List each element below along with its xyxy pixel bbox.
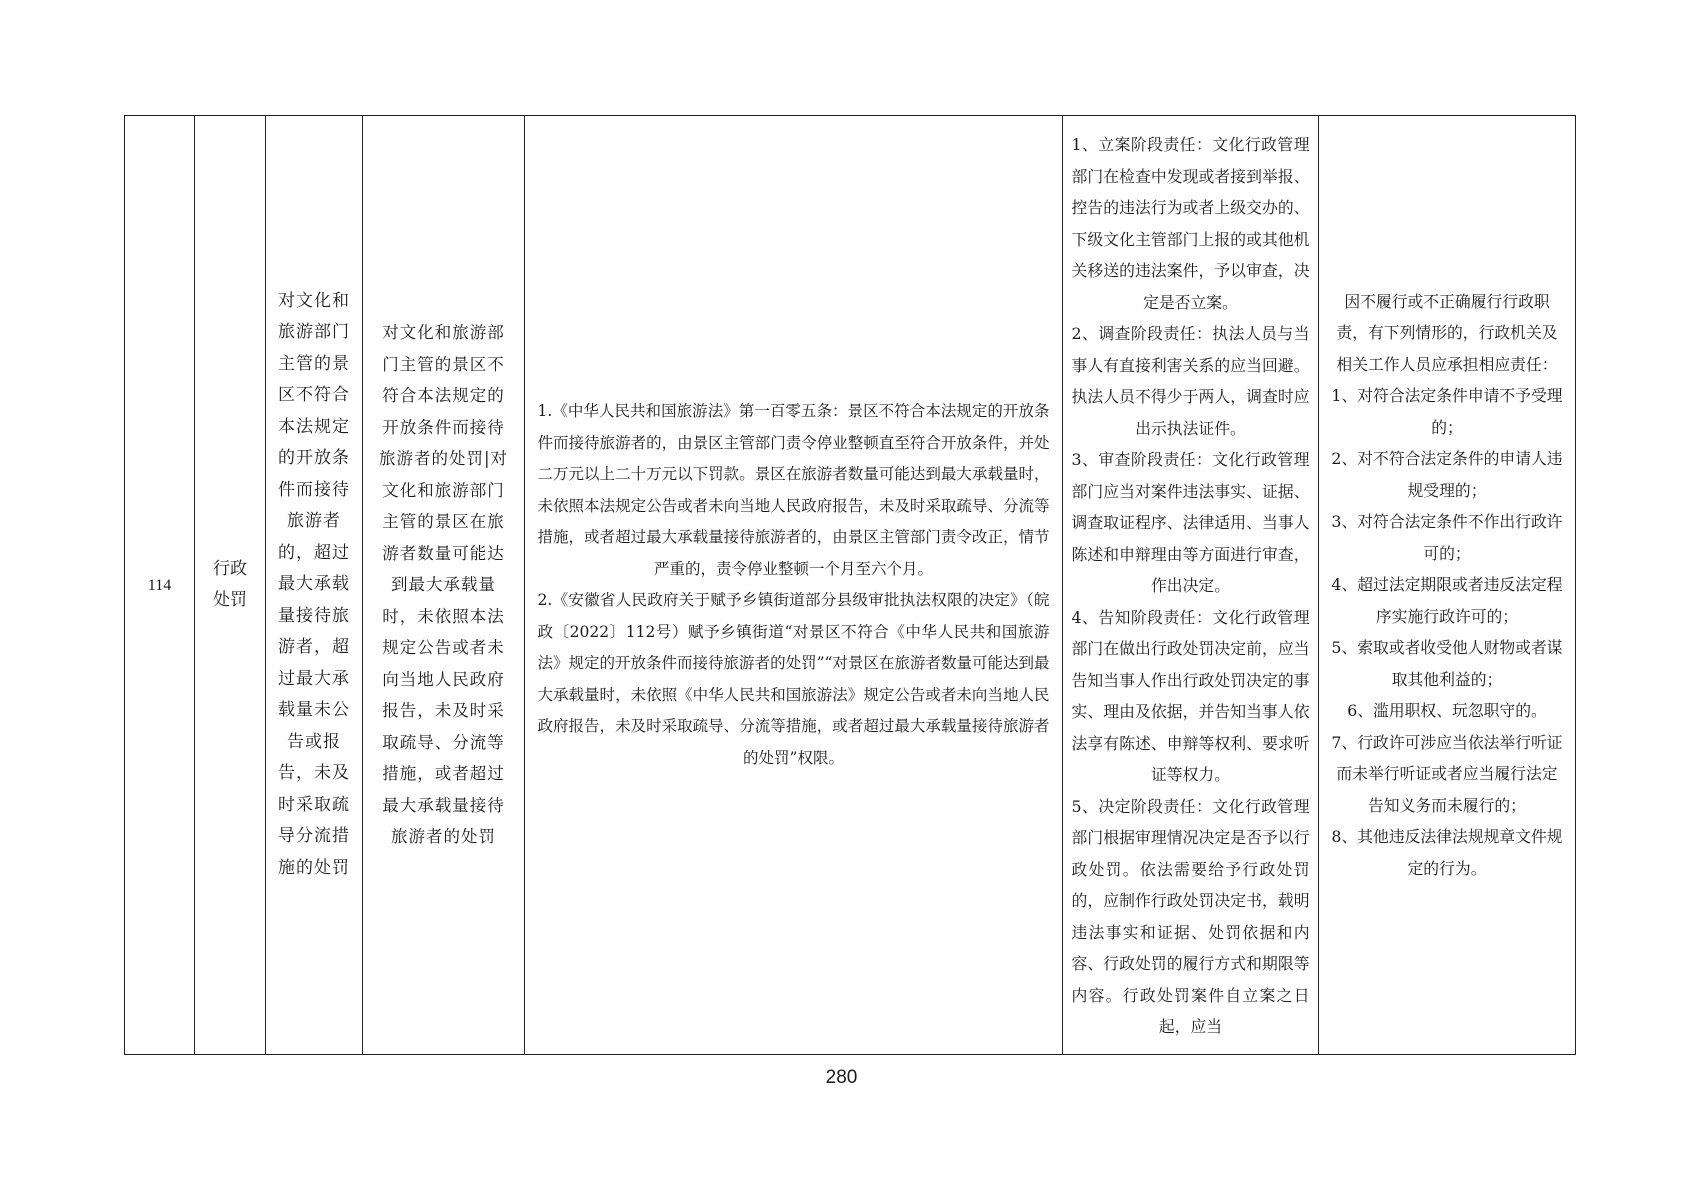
responsibility-item: 5、决定阶段责任：文化行政管理部门根据审理情况决定是否予以行政处罚。依法需要给予行政处罚的，应制作行政处罚决定书，载明违法事实和证据、处罚依据和内容、行政处罚的履行方式和期限等内容。行政处罚案件自立案之日起，应当 xyxy=(1071,796,1310,1037)
responsibility-item: 3、审查阶段责任：文化行政管理部门应当对案件违法事实、证据、调查取证程序、法律适用、当事人陈述和申辩理由等方面进行审查，作出决定。 xyxy=(1071,450,1310,596)
accountability-item: 2、对不符合法定条件的申请人违规受理的； xyxy=(1331,449,1563,500)
accountability-item: 因不履行或不正确履行行政职责，有下列情形的，行政机关及相关工作人员应承担相应责任： xyxy=(1336,291,1558,374)
row-number: 114 xyxy=(147,576,172,594)
accountability-item: 6、滥用职权、玩忽职守的。 xyxy=(1347,701,1547,721)
responsibilities-block xyxy=(1072,129,1310,1043)
cell-sub-item xyxy=(362,116,524,1054)
legal-basis-paragraph: 1.《中华人民共和国旅游法》第一百零五条：景区不符合本法规定的开放条件而接待旅游者的，由景区主管部门责令停业整顿直至符合开放条件，并处二万元以上二十万元以下罚款。景区在旅游者数量可能达到最大承载量时，未依照本法规定公告或者未向当地人民政府报告，未及时采取疏导、分流等措施，或者超过最大承载量接待旅游者的，由景区主管部门责令改正，情节严重的，责令停业整顿一个月至六个月。 xyxy=(537,402,1050,578)
accountability-block xyxy=(1331,286,1563,885)
accountability-item: 1、对符合法定条件申请不予受理的； xyxy=(1331,386,1563,437)
responsibility-table xyxy=(124,115,1576,1055)
responsibility-item: 1、立案阶段责任：文化行政管理部门在检查中发现或者接到举报、控告的违法行为或者上级交办的、下级文化主管部门上报的或其他机关移送的违法案件，予以审查，决定是否立案。 xyxy=(1071,135,1310,312)
cell-number xyxy=(125,116,194,1054)
responsibility-item: 2、调查阶段责任：执法人员与当事人有直接利害关系的应当回避。执法人员不得少于两人，调查时应出示执法证件。 xyxy=(1071,324,1310,438)
legal-basis-paragraph: 2.《安徽省人民政府关于赋予乡镇街道部分县级审批执法权限的决定》（皖政〔2022〕112号）赋予乡镇街道“对景区不符合《中华人民共和国旅游法》规定的开放条件而接待旅游者的处罚”“对景区在旅游者数量可能达到最大承载量时，未依照《中华人民共和国旅游法》规定公告或者未向当地人民政府报告，未及时采取疏导、分流等措施，或者超过最大承载量接待旅游者的处罚”权限。 xyxy=(537,591,1050,767)
cell-legal-basis xyxy=(524,116,1062,1054)
item-name-text: 对文化和旅游部门主管的景区不符合本法规定的开放条件而接待旅游者的，超过最大承载量接待旅游者，超过最大承载量未公告或报告，未及时采取疏导分流措施的处罚 xyxy=(278,290,350,878)
responsibility-item: 4、告知阶段责任：文化行政管理部门在做出行政处罚决定前，应当告知当事人作出行政处罚决定的事实、理由及依据，并告知当事人依法享有陈述、申辩等权利、要求听证等权力。 xyxy=(1071,607,1310,785)
accountability-item: 3、对符合法定条件不作出行政许可的； xyxy=(1331,512,1563,563)
cell-responsibilities xyxy=(1062,116,1318,1054)
accountability-item: 4、超过法定期限或者违反法定程序实施行政许可的； xyxy=(1331,575,1563,626)
accountability-item: 5、索取或者收受他人财物或者谋取其他利益的； xyxy=(1331,638,1563,689)
legal-basis-block xyxy=(538,396,1050,774)
cell-category xyxy=(194,116,265,1054)
accountability-item: 8、其他违反法律法规规章文件规定的行为。 xyxy=(1331,827,1563,878)
sub-item-text: 对文化和旅游部门主管的景区不符合本法规定的开放条件而接待旅游者的处罚|对文化和旅游部门主管的景区在旅游者数量可能达到最大承载量时，未依照本法规定公告或者未向当地人民政府报告，未及时采取疏导、分流等措施，或者超过最大承载量接待旅游者的处罚 xyxy=(378,323,509,847)
accountability-item: 7、行政许可涉应当依法举行听证而未举行听证或者应当履行法定告知义务而未履行的； xyxy=(1331,732,1563,815)
cell-accountability xyxy=(1318,116,1575,1054)
category-text: 行政处罚 xyxy=(213,559,247,610)
cell-item-name xyxy=(265,116,362,1054)
page-number: 280 xyxy=(825,1067,858,1088)
